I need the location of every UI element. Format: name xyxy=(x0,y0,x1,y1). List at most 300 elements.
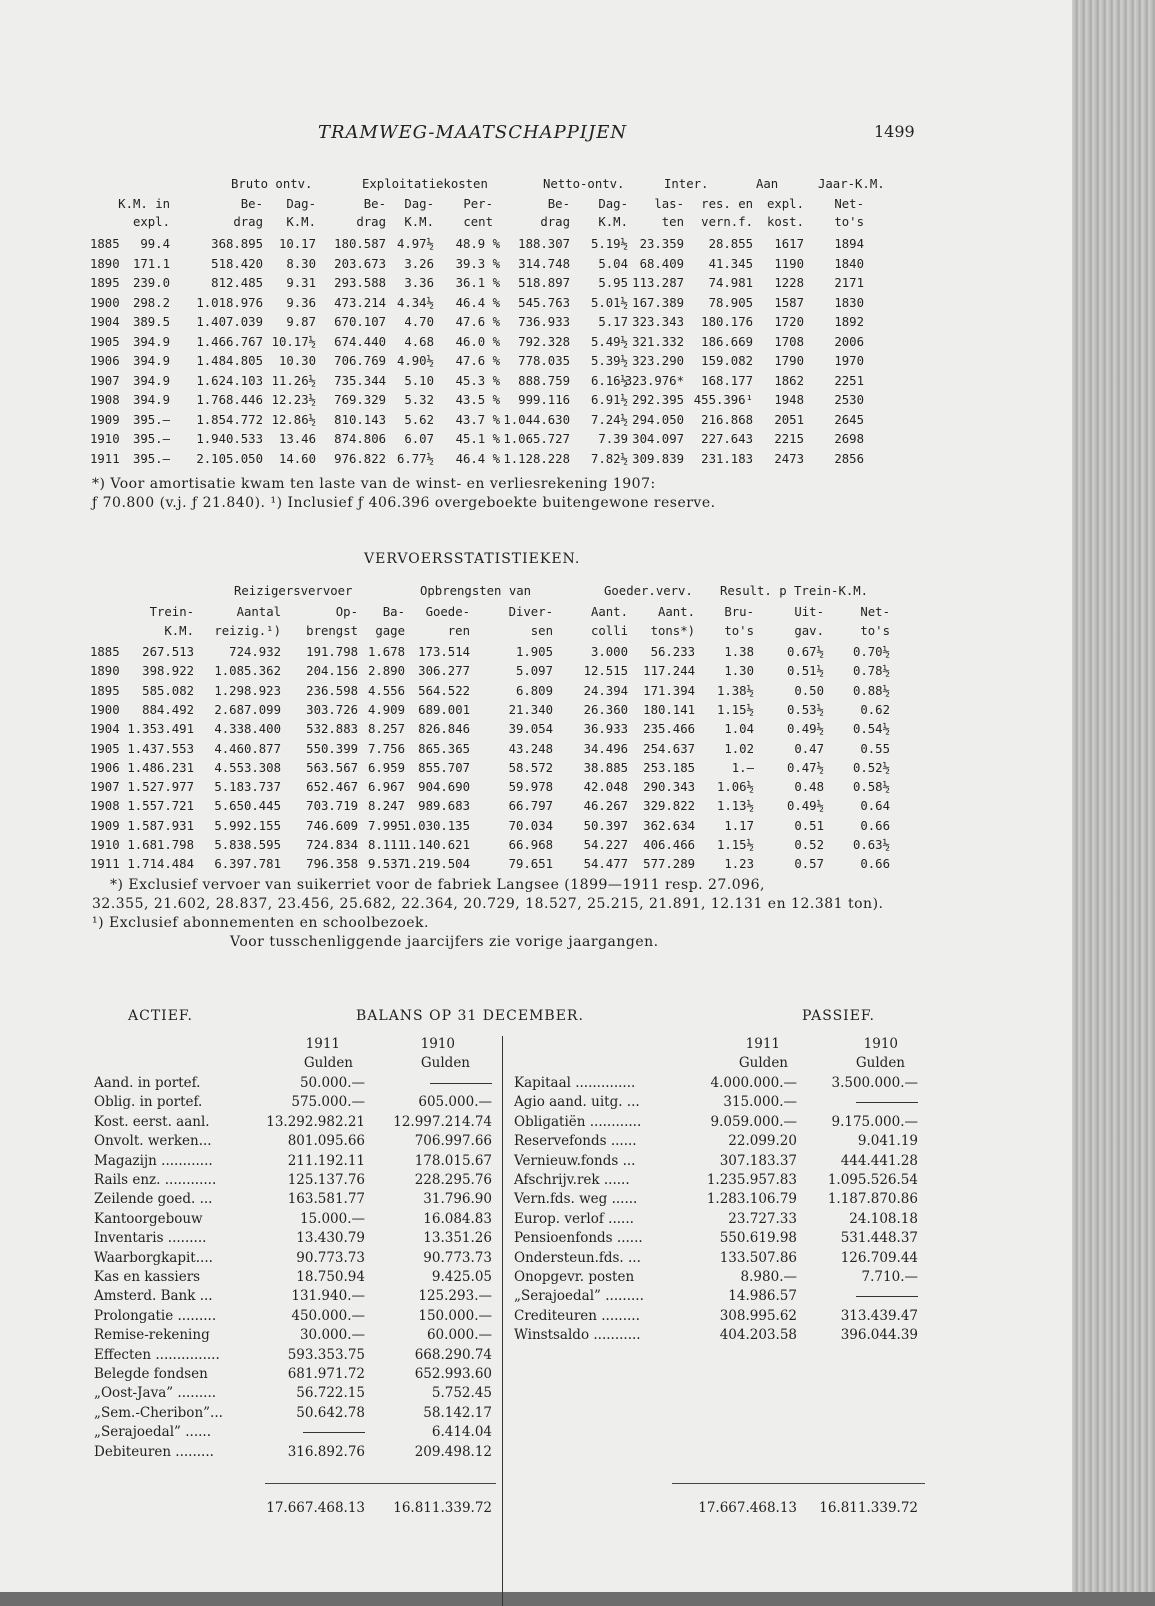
table-cell: 1.678 xyxy=(367,645,405,659)
table-cell: 1.681.798 xyxy=(127,838,194,852)
balance-actief-1910: 178.015.67 xyxy=(414,1152,492,1169)
table-cell: 2251 xyxy=(834,373,864,388)
balance-passief-1911: 22.099.20 xyxy=(728,1133,797,1150)
table-cell: 1.04 xyxy=(724,722,754,737)
table-cell: 1.466.767 xyxy=(196,334,263,349)
table-cell: 216.868 xyxy=(701,412,753,427)
table-cell: 6.809 xyxy=(515,683,553,698)
table-cell: 1.044.630 xyxy=(503,412,570,427)
table-cell: 1.527.977 xyxy=(127,780,194,795)
table-header: Per- xyxy=(463,197,493,211)
table-cell: 6.967 xyxy=(367,780,405,795)
table-cell: 4.34½ xyxy=(396,295,434,310)
balance-passief-label: Europ. verlof ...... xyxy=(514,1210,634,1227)
table-cell: 8.30 xyxy=(286,256,316,271)
table-cell: 43.248 xyxy=(508,741,553,756)
table-row-year: 1907 xyxy=(90,780,120,795)
table-cell: 999.116 xyxy=(518,393,570,407)
table-cell: 39.3 % xyxy=(455,256,500,271)
table-cell: 976.822 xyxy=(334,451,386,466)
table-header: ten xyxy=(661,215,684,229)
table-header: Ba- xyxy=(382,605,405,619)
table-cell: 1948 xyxy=(774,393,804,407)
table-cell: 1.557.721 xyxy=(127,799,194,814)
table-cell: 812.485 xyxy=(211,276,263,290)
table-header: Aant. xyxy=(657,605,695,619)
table-header: Be- xyxy=(240,197,263,211)
table-cell: 8.257 xyxy=(367,722,405,737)
table-header: K.M. xyxy=(404,215,434,229)
balance-passief-label: Onopgevr. posten xyxy=(514,1269,635,1285)
table-cell: 2171 xyxy=(834,276,864,290)
table-cell: 0.70½ xyxy=(852,645,890,659)
table-cell: 68.409 xyxy=(639,256,684,271)
table-cell: 703.719 xyxy=(306,799,358,814)
balance-passief-1910: 3.500.000.— xyxy=(831,1075,918,1091)
table-cell: 394.9 xyxy=(132,393,170,407)
balance-actief-1910: 706.997.66 xyxy=(414,1133,492,1150)
table-cell: 0.51 xyxy=(794,818,824,833)
balance-actief-1911: 56.722.15 xyxy=(296,1385,365,1402)
balance-actief-label: Kost. eerst. aanl. xyxy=(94,1113,210,1130)
balance-passief-label: Obligatiën ............ xyxy=(514,1113,642,1130)
table-cell: 1.714.484 xyxy=(127,857,194,872)
col-year: 1911 xyxy=(745,1036,780,1052)
table-cell: 59.978 xyxy=(508,780,553,795)
table-cell: 309.839 xyxy=(632,451,684,466)
table-cell: 0.51½ xyxy=(786,664,824,679)
table-cell: 42.048 xyxy=(583,780,628,795)
table-cell: 724.932 xyxy=(229,645,281,659)
balance-actief-label: Inventaris ......... xyxy=(94,1230,207,1247)
table-header: to's xyxy=(724,624,754,638)
table-cell: 2473 xyxy=(774,451,804,466)
table-cell: 6.91½ xyxy=(590,393,628,407)
table-cell: 1.407.039 xyxy=(196,315,263,329)
table-cell: 58.572 xyxy=(508,760,553,775)
table-cell: 70.034 xyxy=(508,818,553,833)
table-cell: 1617 xyxy=(774,237,804,251)
balance-actief-label: Belegde fondsen xyxy=(94,1366,208,1382)
table-cell: 4.70 xyxy=(404,315,434,329)
table-cell: 9.87 xyxy=(286,315,316,329)
table-row-year: 1890 xyxy=(90,256,120,271)
table-cell: 736.933 xyxy=(518,315,570,329)
table-cell: 394.9 xyxy=(132,373,170,388)
table-cell: 1228 xyxy=(774,276,804,290)
table-cell: 4.556 xyxy=(367,683,405,698)
table-cell: 0.66 xyxy=(860,818,890,833)
balance-passief-1910: 9.175.000.— xyxy=(831,1113,918,1130)
table-cell: 21.340 xyxy=(508,702,553,717)
table-cell: 0.48 xyxy=(794,780,824,795)
table-cell: 2645 xyxy=(834,412,864,427)
balance-actief-title: ACTIEF. xyxy=(128,1008,193,1024)
table-cell: 0.50 xyxy=(794,683,824,698)
table-cell: 989.683 xyxy=(418,799,470,814)
table-cell: 41.345 xyxy=(708,256,753,271)
table-cell: 303.726 xyxy=(306,702,358,717)
table-cell: 2.105.050 xyxy=(196,451,263,466)
balance-passief-1910: 531.448.37 xyxy=(840,1230,918,1247)
table-cell: 227.643 xyxy=(701,432,753,446)
table-header: Inter. xyxy=(664,177,709,191)
table-row-year: 1904 xyxy=(90,722,120,737)
col-year: 1911 xyxy=(305,1036,340,1052)
table-cell: 4.97½ xyxy=(396,237,434,251)
table-cell: 1.085.362 xyxy=(214,664,281,679)
table-cell: 314.748 xyxy=(518,256,570,271)
table-header: Bru- xyxy=(724,605,754,619)
table-cell: 5.183.737 xyxy=(214,780,281,795)
table-header: las- xyxy=(654,197,684,211)
table-header: Aan xyxy=(756,177,779,191)
balance-actief-1910: 150.000.— xyxy=(418,1307,492,1324)
table-cell: 306.277 xyxy=(418,664,470,679)
balance-total-actief-1911: 17.667.468.13 xyxy=(266,1500,365,1516)
table-cell: 253.185 xyxy=(643,760,695,775)
table-header: ren xyxy=(447,624,470,638)
table-cell: 1.128.228 xyxy=(503,451,570,466)
table-cell: 304.097 xyxy=(632,432,684,446)
table-cell: 792.328 xyxy=(518,334,570,349)
table-cell: 674.440 xyxy=(334,334,386,349)
balance-passief-1910: 313.439.47 xyxy=(840,1307,918,1324)
table-cell: 2698 xyxy=(834,432,864,446)
table-header: brengst xyxy=(306,624,358,638)
table-cell: 0.78½ xyxy=(852,664,890,679)
table-cell: 2215 xyxy=(774,432,804,446)
table-cell: 9.31 xyxy=(286,276,316,290)
table-cell: 50.397 xyxy=(583,818,628,833)
balance-actief-1911: 131.940.— xyxy=(291,1288,365,1305)
table-cell: 6.397.781 xyxy=(214,857,281,872)
table-cell: 26.360 xyxy=(583,702,628,717)
table-cell: 5.19½ xyxy=(590,237,628,251)
balance-passief-1911: 133.507.86 xyxy=(719,1249,797,1266)
table-cell: 0.88½ xyxy=(852,683,890,698)
table-note: *) Exclusief vervoer van suikerriet voor de fabriek Langsee (1899—1911 resp. 27.096, xyxy=(110,877,765,893)
balance-actief-1910: 605.000.— xyxy=(418,1094,492,1111)
page-number: 1499 xyxy=(874,122,915,141)
table-cell: 689.001 xyxy=(418,702,470,717)
table-cell: 724.834 xyxy=(306,838,358,852)
table-cell: 1.437.553 xyxy=(127,741,194,756)
table-cell: 1894 xyxy=(834,237,864,251)
table-cell: 11.26½ xyxy=(271,373,316,388)
table-cell: 3.000 xyxy=(590,645,628,659)
table-cell: 4.553.308 xyxy=(214,760,281,775)
table-cell: 5.10 xyxy=(404,373,434,388)
table-cell: 5.992.155 xyxy=(214,818,281,833)
table-cell: 0.54½ xyxy=(852,722,890,737)
table-cell: 1.624.103 xyxy=(196,373,263,388)
table-header: Result. p Trein-K.M. xyxy=(720,584,869,598)
table-cell: 298.2 xyxy=(132,295,170,310)
table-row-year: 1895 xyxy=(90,276,120,290)
balance-actief-1911: 15.000.— xyxy=(299,1210,365,1227)
table-row-year: 1905 xyxy=(90,334,120,349)
balance-actief-label: Kantoorgebouw xyxy=(94,1210,203,1227)
balance-total-passief-1911: 17.667.468.13 xyxy=(698,1500,797,1516)
balance-actief-1910 xyxy=(430,1075,492,1091)
table-header: cent xyxy=(463,215,493,229)
balance-actief-1910: 16.084.83 xyxy=(423,1210,492,1227)
table-header: reizig.¹) xyxy=(214,624,281,638)
table-cell: 796.358 xyxy=(306,857,358,872)
balance-actief-1910: 12.997.214.74 xyxy=(393,1113,492,1130)
table-header: kost. xyxy=(766,215,804,229)
table-cell: 294.050 xyxy=(632,412,684,427)
table-cell: 9.537 xyxy=(367,857,405,872)
table-cell: 395.— xyxy=(132,412,170,427)
balance-actief-label: Amsterd. Bank ... xyxy=(94,1288,213,1305)
table-cell: 1.06½ xyxy=(716,780,754,795)
table-cell: 532.883 xyxy=(306,722,358,737)
transport-stats-title: VERVOERSSTATISTIEKEN. xyxy=(364,551,581,567)
table-cell: 24.394 xyxy=(583,683,628,698)
table-cell: 38.885 xyxy=(583,760,628,775)
table-cell: 79.651 xyxy=(508,857,553,872)
table-cell: 1840 xyxy=(834,256,864,271)
table-header: Net- xyxy=(860,605,890,619)
table-cell: 0.66 xyxy=(860,857,890,872)
table-cell: 5.01½ xyxy=(590,295,628,310)
table-header: Diver- xyxy=(508,605,553,619)
table-cell: 168.177 xyxy=(701,373,753,388)
balance-passief-1911: 23.727.33 xyxy=(728,1210,797,1227)
table-row-year: 1910 xyxy=(90,432,120,446)
table-cell: 1.13½ xyxy=(716,799,754,814)
table-header: Be- xyxy=(363,197,386,211)
table-cell: 1.140.621 xyxy=(403,838,470,852)
table-cell: 518.420 xyxy=(211,256,263,271)
table-cell: 1.23 xyxy=(724,857,754,872)
balance-passief-label: Kapitaal .............. xyxy=(514,1075,636,1091)
table-cell: 13.46 xyxy=(278,432,316,446)
table-cell: 236.598 xyxy=(306,683,358,698)
balance-actief-1910: 90.773.73 xyxy=(423,1249,492,1266)
table-cell: 1.30 xyxy=(724,664,754,679)
table-cell: 171.1 xyxy=(132,256,170,271)
table-cell: 6.77½ xyxy=(396,451,434,466)
table-cell: 45.1 % xyxy=(455,432,500,446)
balance-passief-1911: 9.059.000.— xyxy=(710,1113,797,1130)
table-cell: 12.86½ xyxy=(271,412,316,427)
table-header: Uit- xyxy=(794,605,824,619)
col-unit: Gulden xyxy=(855,1055,905,1071)
table-cell: 117.244 xyxy=(643,664,695,679)
table-cell: 2006 xyxy=(834,334,864,349)
table-cell: 473.214 xyxy=(334,295,386,310)
table-cell: 12.23½ xyxy=(271,393,316,407)
table-cell: 1.484.805 xyxy=(196,354,263,368)
table-cell: 5.39½ xyxy=(590,354,628,368)
balance-actief-label: Magazijn ............ xyxy=(94,1152,213,1169)
table-cell: 12.515 xyxy=(583,664,628,679)
balance-divider xyxy=(502,1036,503,1606)
balance-actief-1910: 60.000.— xyxy=(426,1327,492,1344)
table-cell: 1.030.135 xyxy=(403,818,470,833)
table-cell: 191.798 xyxy=(306,645,358,659)
table-cell: 1892 xyxy=(834,315,864,329)
table-cell: 670.107 xyxy=(334,315,386,329)
table-cell: 2.687.099 xyxy=(214,702,281,717)
table-cell: 180.141 xyxy=(643,702,695,717)
table-cell: 1.219.504 xyxy=(403,857,470,872)
balance-actief-1911: 681.971.72 xyxy=(287,1366,365,1382)
table-cell: 28.855 xyxy=(708,237,753,251)
table-cell: 6.959 xyxy=(367,760,405,775)
table-note: Voor tusschenliggende jaarcijfers zie vorige jaargangen. xyxy=(230,934,659,950)
balance-actief-1911: 316.892.76 xyxy=(287,1443,365,1460)
col-unit: Gulden xyxy=(303,1055,353,1071)
table-cell: 1.486.231 xyxy=(127,760,194,775)
balance-actief-1911: 125.137.76 xyxy=(287,1172,365,1188)
table-cell: 0.67½ xyxy=(786,645,824,659)
table-header: K.M. xyxy=(286,215,316,229)
balance-passief-1910: 7.710.— xyxy=(861,1269,918,1285)
col-unit: Gulden xyxy=(420,1055,470,1071)
balance-passief-label: Vernieuw.fonds ... xyxy=(514,1152,636,1169)
table-cell: 1970 xyxy=(834,354,864,368)
table-header: Dag- xyxy=(286,197,316,211)
table-row-year: 1906 xyxy=(90,760,120,775)
table-header: to's xyxy=(834,215,864,229)
table-cell: 46.267 xyxy=(583,799,628,814)
table-cell: 1.298.923 xyxy=(214,683,281,698)
table-cell: 577.289 xyxy=(643,857,695,872)
balance-actief-1910: 652.993.60 xyxy=(414,1366,492,1382)
balance-actief-label: „Serajoedal” ...... xyxy=(94,1424,211,1441)
table-cell: 0.53½ xyxy=(786,702,824,717)
table-header: drag xyxy=(233,215,263,229)
balance-actief-1911: 593.353.75 xyxy=(287,1346,365,1363)
table-cell: 204.156 xyxy=(306,664,358,679)
table-cell: 7.995 xyxy=(367,818,405,833)
balance-passief-1911: 404.203.58 xyxy=(719,1327,797,1344)
table-cell: 395.— xyxy=(132,432,170,446)
table-cell: 362.634 xyxy=(643,818,695,833)
table-header: res. en xyxy=(701,197,753,211)
table-cell: 36.933 xyxy=(583,722,628,737)
balance-actief-1910: 209.498.12 xyxy=(414,1443,492,1460)
table-cell: 5.32 xyxy=(404,393,434,407)
table-cell: 7.39 xyxy=(598,432,628,446)
table-header: sen xyxy=(530,624,553,638)
balance-actief-label: Remise-rekening xyxy=(94,1327,210,1344)
table-cell: 0.47 xyxy=(794,741,824,756)
table-cell: 1.768.446 xyxy=(196,393,263,407)
table-cell: 5.49½ xyxy=(590,334,628,349)
table-cell: 3.26 xyxy=(404,256,434,271)
balance-passief-1911: 4.000.000.— xyxy=(710,1075,797,1091)
table-cell: 395.— xyxy=(132,451,170,466)
table-cell: 171.394 xyxy=(643,683,695,698)
balance-actief-1910: 668.290.74 xyxy=(414,1346,492,1363)
table-cell: 56.233 xyxy=(650,645,695,659)
table-cell: 159.082 xyxy=(701,354,753,368)
table-header: tons*) xyxy=(650,624,695,638)
col-year: 1910 xyxy=(420,1036,455,1052)
table-cell: 3.36 xyxy=(404,276,434,290)
table-row-year: 1911 xyxy=(90,857,120,872)
balance-passief-label: „Serajoedal” ......... xyxy=(514,1288,644,1305)
table-cell: 0.52 xyxy=(794,838,824,852)
table-cell: 323.290 xyxy=(632,354,684,368)
table-cell: 1.15½ xyxy=(716,702,754,717)
table-cell: 4.460.877 xyxy=(214,741,281,756)
balance-passief-1911: 14.986.57 xyxy=(728,1288,797,1305)
balance-actief-label: „Sem.-Cheribon”... xyxy=(94,1404,223,1421)
table-row-year: 1885 xyxy=(90,645,120,659)
table-cell: 1.17 xyxy=(724,818,754,833)
balance-actief-1910: 228.295.76 xyxy=(414,1172,492,1188)
table-cell: 254.637 xyxy=(643,741,695,756)
table-cell: 293.588 xyxy=(334,276,386,290)
table-header: Trein- xyxy=(149,605,194,619)
table-cell: 0.63½ xyxy=(852,838,890,852)
table-cell: 0.57 xyxy=(794,857,824,872)
balance-passief-label: Winstsaldo ........... xyxy=(514,1327,641,1344)
table-header: K.M. xyxy=(598,215,628,229)
table-cell: 14.60 xyxy=(278,451,316,466)
table-cell: 54.477 xyxy=(583,857,628,872)
table-cell: 1.38 xyxy=(724,645,754,659)
balance-actief-1910: 13.351.26 xyxy=(423,1230,492,1247)
balance-passief-1911: 8.980.— xyxy=(740,1269,797,1285)
table-cell: 1.065.727 xyxy=(503,432,570,446)
table-cell: 855.707 xyxy=(418,760,470,775)
table-header: Goeder.verv. xyxy=(604,584,693,598)
table-cell: 188.307 xyxy=(518,237,570,251)
table-cell: 8.111 xyxy=(367,838,405,852)
table-cell: 78.905 xyxy=(708,295,753,310)
table-cell: 10.17 xyxy=(278,237,316,251)
balance-total-actief-1910: 16.811.339.72 xyxy=(393,1500,492,1516)
table-header: Opbrengsten van xyxy=(420,584,532,598)
balance-actief-label: Kas en kassiers xyxy=(94,1269,201,1285)
table-cell: 5.62 xyxy=(404,412,434,427)
table-cell: 1830 xyxy=(834,295,864,310)
table-cell: 7.24½ xyxy=(590,412,628,427)
table-cell: 6.07 xyxy=(404,432,434,446)
table-cell: 45.3 % xyxy=(455,373,500,388)
table-cell: 47.6 % xyxy=(455,315,500,329)
table-cell: 9.36 xyxy=(286,295,316,310)
table-cell: 323.343 xyxy=(632,315,684,329)
table-cell: 1790 xyxy=(774,354,804,368)
table-cell: 406.466 xyxy=(643,838,695,852)
table-cell: 1.353.491 xyxy=(127,722,194,737)
table-cell: 74.981 xyxy=(708,276,753,290)
table-cell: 323.976* xyxy=(624,373,684,388)
table-header: Aant. xyxy=(590,605,628,619)
balance-passief-1910 xyxy=(856,1094,918,1110)
table-row-year: 1908 xyxy=(90,393,120,407)
table-cell: 368.895 xyxy=(211,237,263,251)
table-header: Net- xyxy=(834,197,864,211)
table-cell: 43.5 % xyxy=(455,393,500,407)
table-cell: 1.38½ xyxy=(716,683,754,698)
table-cell: 267.513 xyxy=(142,645,194,659)
table-cell: 329.822 xyxy=(643,799,695,814)
sum-line xyxy=(265,1483,496,1484)
table-cell: 46.0 % xyxy=(455,334,500,349)
table-row-year: 1909 xyxy=(90,818,120,833)
table-row-year: 1904 xyxy=(90,315,120,329)
table-cell: 585.082 xyxy=(142,683,194,698)
